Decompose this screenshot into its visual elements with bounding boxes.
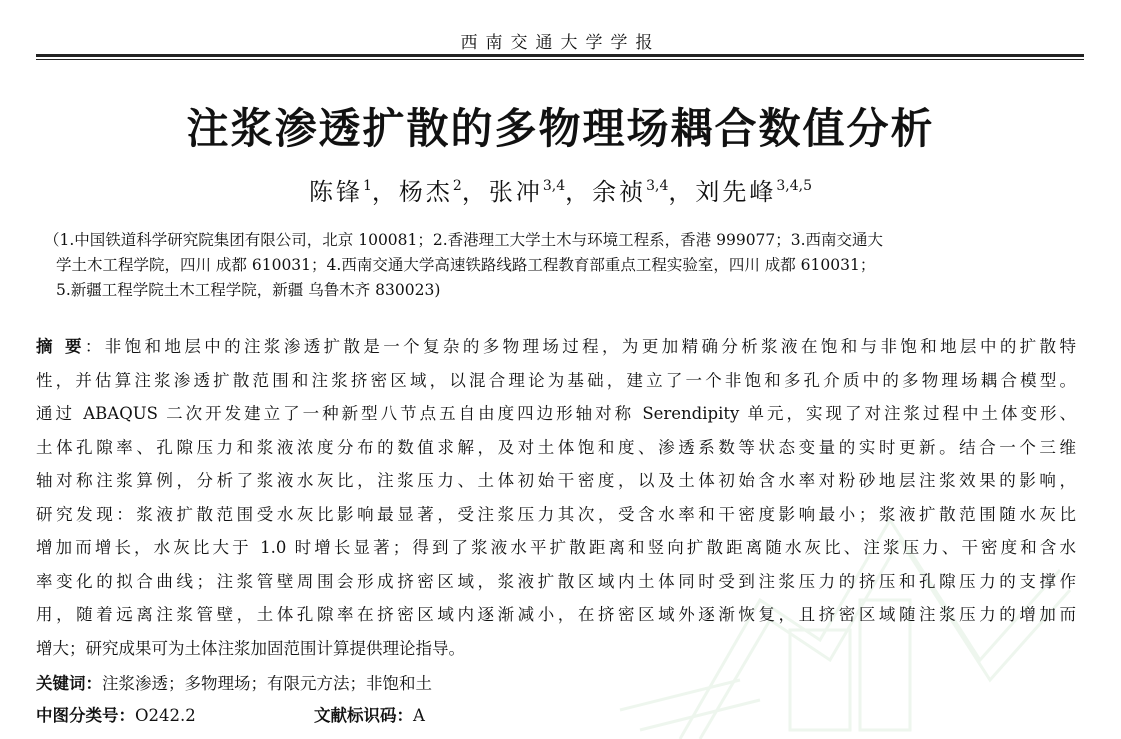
keywords-label: 关键词：	[36, 674, 102, 693]
abstract-line: 轴对称注浆算例，分析了浆液水灰比，注浆压力、土体初始干密度，以及土体初始含水率对粉砂地层注浆效果的影响，	[36, 471, 1076, 490]
author-affil-mark: 2	[452, 178, 462, 194]
doc-code-value: A	[413, 706, 425, 725]
author-affil-mark: 3,4	[542, 178, 566, 194]
classification-line	[36, 700, 1076, 732]
author-name: 张冲	[488, 178, 543, 206]
abstract-line: 通过 ABAQUS 二次开发建立了一种新型八节点五自由度四边形轴对称 Serendipity 单元，实现了对注浆过程中土体变形、	[36, 404, 1076, 423]
author-name: 余祯	[592, 178, 647, 206]
author-name: 刘先峰	[695, 178, 777, 206]
author-list	[0, 172, 1121, 207]
clc-label: 中图分类号：	[36, 706, 135, 725]
doc-code-label: 文献标识码：	[314, 706, 413, 725]
paper-title: 注浆渗透扩散的多物理场耦合数值分析	[186, 104, 935, 153]
keywords	[36, 668, 1076, 700]
author-name: 杨杰	[398, 178, 453, 206]
abstract-line: 土体孔隙率、孔隙压力和浆液浓度分布的数值求解，及对土体饱和度、渗透系数等状态变量的实时更新。结合一个三维	[36, 437, 1076, 457]
abstract-line: 性，并估算注浆渗透扩散范围和注浆挤密区域，以混合理论为基础，建立了一个非饱和多孔介质中的多物理场耦合模型。	[36, 370, 1076, 390]
author-affil-mark: 1	[363, 178, 372, 194]
abstract-line: 增大；研究成果可为土体注浆加固范围计算提供理论指导。	[36, 638, 465, 658]
journal-header: 西南交通大学学报	[460, 33, 661, 53]
abstract-line: 用，随着远离注浆管壁，土体孔隙率在挤密区域内逐渐减小，在挤密区域外逐渐恢复，且挤密区域随注浆压力的增加而	[36, 605, 1076, 624]
author-separator: ，	[668, 178, 696, 206]
keywords-text: 注浆渗透；多物理场；有限元方法；非饱和土	[102, 674, 432, 693]
author-name: 陈锋	[309, 178, 363, 206]
author-affil-mark: 3,4,5	[776, 178, 812, 194]
header-rule-thick	[36, 54, 1084, 57]
abstract-line: 增加而增长，水灰比大于 1.0 时增长显著；得到了浆液水平扩散距离和竖向扩散距离随水灰比、注浆压力、干密度和含水	[36, 538, 1076, 557]
header-rule-thin	[36, 59, 1084, 60]
abstract-line: 研究发现：浆液扩散范围受水灰比影响最显著，受注浆压力其次，受含水率和干密度影响最小；浆液扩散范围随水灰比	[36, 504, 1076, 524]
author-separator: ，	[565, 178, 593, 206]
abstract-text: ：非饱和地层中的注浆渗透扩散是一个复杂的多物理场过程，为更加精确分析浆液在饱和与非饱和地层中的扩散特	[84, 337, 1077, 356]
author-affil-mark: 3,4	[646, 178, 669, 194]
author-separator: ，	[371, 178, 399, 206]
affiliation-line: 5.新疆工程学院土木工程学院，新疆 乌鲁木齐 830023)	[56, 281, 441, 299]
abstract-label: 摘 要	[36, 337, 85, 356]
abstract-line: 率变化的拟合曲线；注浆管壁周围会形成挤密区域，浆液扩散区域内土体同时受到注浆压力的挤压和孔隙压力的支撑作	[36, 571, 1076, 591]
affiliation-line: 学土木工程学院，四川 成都 610031；4.西南交通大学高速铁路线路工程教育部重点工程实验室，四川 成都 610031；	[56, 256, 876, 274]
abstract	[36, 330, 1076, 665]
affiliation-line: （1.中国铁道科学研究院集团有限公司，北京 100081；2.香港理工大学土木与环境工程系，香港 999077；3.西南交通大	[44, 231, 884, 249]
abstract-line	[36, 330, 1076, 364]
affiliations	[44, 228, 1074, 303]
document-code	[314, 700, 425, 732]
clc-value: O242.2	[135, 706, 196, 725]
author-separator: ，	[461, 178, 489, 206]
